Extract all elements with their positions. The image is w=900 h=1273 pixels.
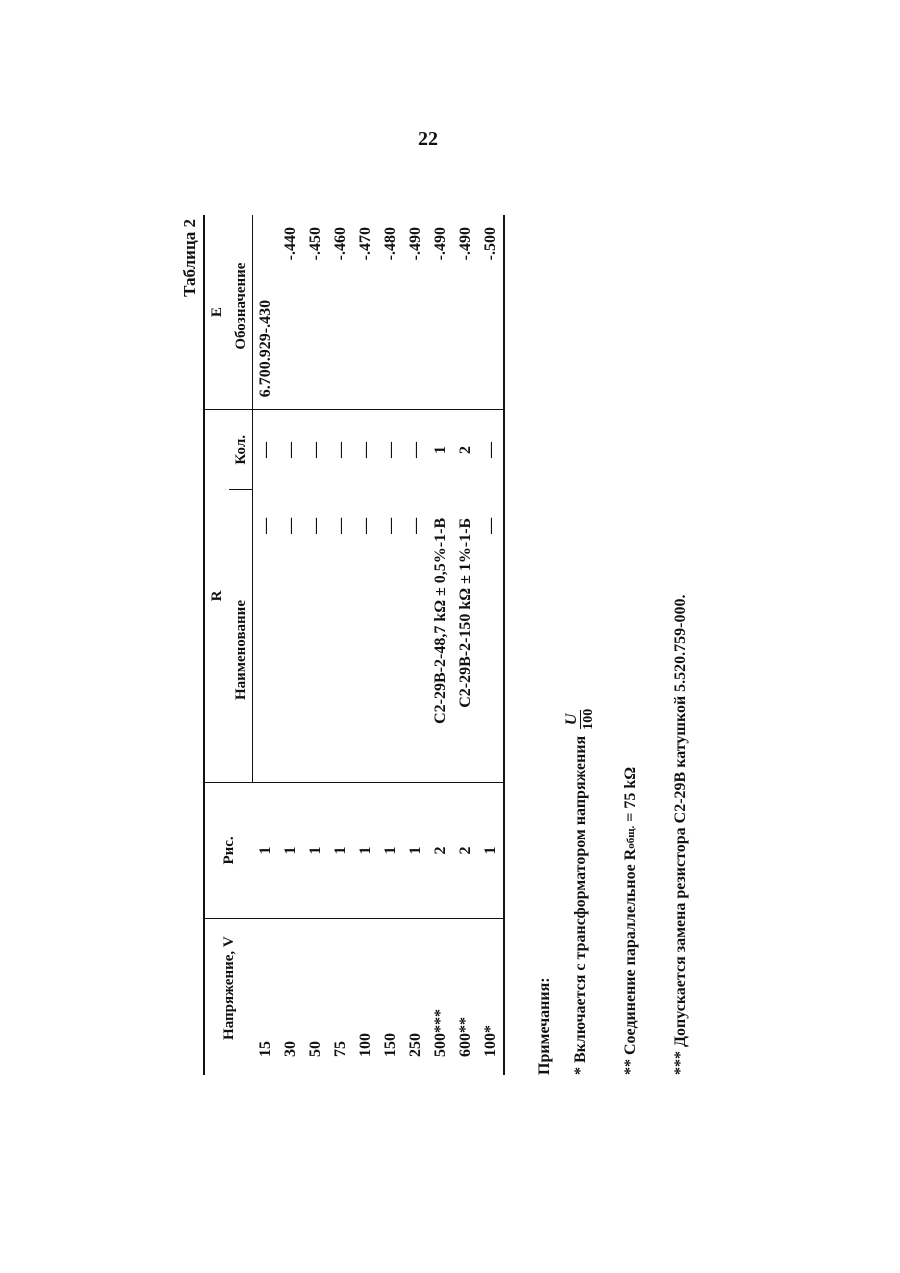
cell-voltage: 250 — [403, 919, 428, 1075]
note-2-suffix: = 75 kΩ — [622, 766, 639, 822]
header-figure: Рис. — [204, 782, 253, 919]
table-row — [278, 215, 303, 1075]
table-row — [303, 215, 328, 1075]
note-2-prefix: ** Соединение параллельное R — [622, 848, 639, 1075]
cell-qty: — — [403, 410, 428, 490]
cell-figure: 1 — [328, 782, 353, 919]
note-2-subscript: общ. — [625, 825, 637, 849]
cell-designation: -.490 — [432, 227, 449, 261]
cell-voltage: 500*** — [428, 919, 453, 1075]
notes-title: Примечания: — [536, 977, 553, 1075]
table-row — [328, 215, 353, 1075]
cell-voltage: 75 — [328, 919, 353, 1075]
cell-voltage: 100 — [353, 919, 378, 1075]
table-row — [353, 215, 378, 1075]
cell-designation: -.470 — [357, 227, 374, 261]
fraction-denominator: 100 — [581, 708, 596, 730]
cell-name: С2-29В-2-150 kΩ ± 1%-1-Б — [457, 517, 474, 708]
cell-figure: 1 — [353, 782, 378, 919]
cell-qty: — — [378, 410, 403, 490]
cell-designation: -.500 — [478, 215, 504, 410]
cell-voltage: 50 — [303, 919, 328, 1075]
table-row — [428, 215, 453, 1075]
cell-qty: — — [353, 410, 378, 490]
cell-qty: — — [303, 410, 328, 490]
notes-section — [528, 215, 697, 1075]
cell-name: — — [407, 517, 424, 534]
cell-name: — — [307, 517, 324, 534]
table-row — [478, 215, 504, 1075]
cell-voltage: 600** — [453, 919, 478, 1075]
cell-qty: 2 — [453, 410, 478, 490]
note-1-text: * Включается с трансформатором напряжения — [571, 735, 589, 1075]
cell-figure: 1 — [303, 782, 328, 919]
cell-figure: 1 — [378, 782, 403, 919]
rotated-content — [170, 185, 730, 1085]
cell-name: — — [357, 517, 374, 534]
note-2 — [615, 215, 647, 1075]
cell-figure: 1 — [403, 782, 428, 919]
cell-designation: 6.700.929-.430 — [257, 299, 274, 398]
cell-designation: -.490 — [457, 227, 474, 261]
table-row — [378, 215, 403, 1075]
cell-figure: 1 — [253, 782, 279, 919]
cell-qty: — — [478, 410, 504, 490]
cell-voltage: 100* — [478, 919, 504, 1075]
cell-name: С2-29В-2-48,7 kΩ ± 0,5%-1-В — [432, 517, 449, 724]
table-row — [453, 215, 478, 1075]
cell-designation: -.450 — [307, 227, 324, 261]
note-3-text: *** Допускается замена резистора С2-29В катушкой 5.520.759-000. — [672, 594, 689, 1075]
cell-designation: -.480 — [382, 227, 399, 261]
table-row — [403, 215, 428, 1075]
cell-designation: -.490 — [407, 227, 424, 261]
header-designation: Обозначение — [229, 215, 253, 410]
table-row — [253, 215, 279, 1075]
cell-figure: 2 — [453, 782, 478, 919]
cell-designation: -.440 — [282, 227, 299, 261]
page-number: 22 — [418, 128, 438, 150]
cell-name: — — [257, 517, 274, 534]
header-name: Наименование — [229, 490, 253, 782]
table-caption: Таблица 2 — [180, 219, 199, 297]
cell-voltage: 15 — [253, 919, 279, 1075]
note-1 — [564, 215, 597, 1075]
cell-voltage: 30 — [278, 919, 303, 1075]
cell-qty: — — [278, 410, 303, 490]
cell-figure: 1 — [278, 782, 303, 919]
specification-table — [203, 215, 505, 1075]
cell-figure: 2 — [428, 782, 453, 919]
cell-figure: 1 — [478, 782, 504, 919]
cell-name: — — [478, 490, 504, 782]
cell-name: — — [382, 517, 399, 534]
header-group-e: Е — [204, 215, 229, 410]
note-1-fraction — [564, 709, 597, 730]
header-qty: Кол. — [229, 410, 253, 490]
header-voltage: Напряжение, V — [204, 919, 253, 1075]
cell-name: — — [332, 517, 349, 534]
cell-designation: -.460 — [332, 227, 349, 261]
fraction-numerator: U — [564, 710, 581, 730]
header-group-r: R — [204, 410, 229, 782]
cell-voltage: 150 — [378, 919, 403, 1075]
cell-qty: — — [253, 410, 279, 490]
cell-qty: 1 — [428, 410, 453, 490]
cell-name: — — [282, 517, 299, 534]
cell-qty: — — [328, 410, 353, 490]
note-3 — [665, 215, 697, 1075]
